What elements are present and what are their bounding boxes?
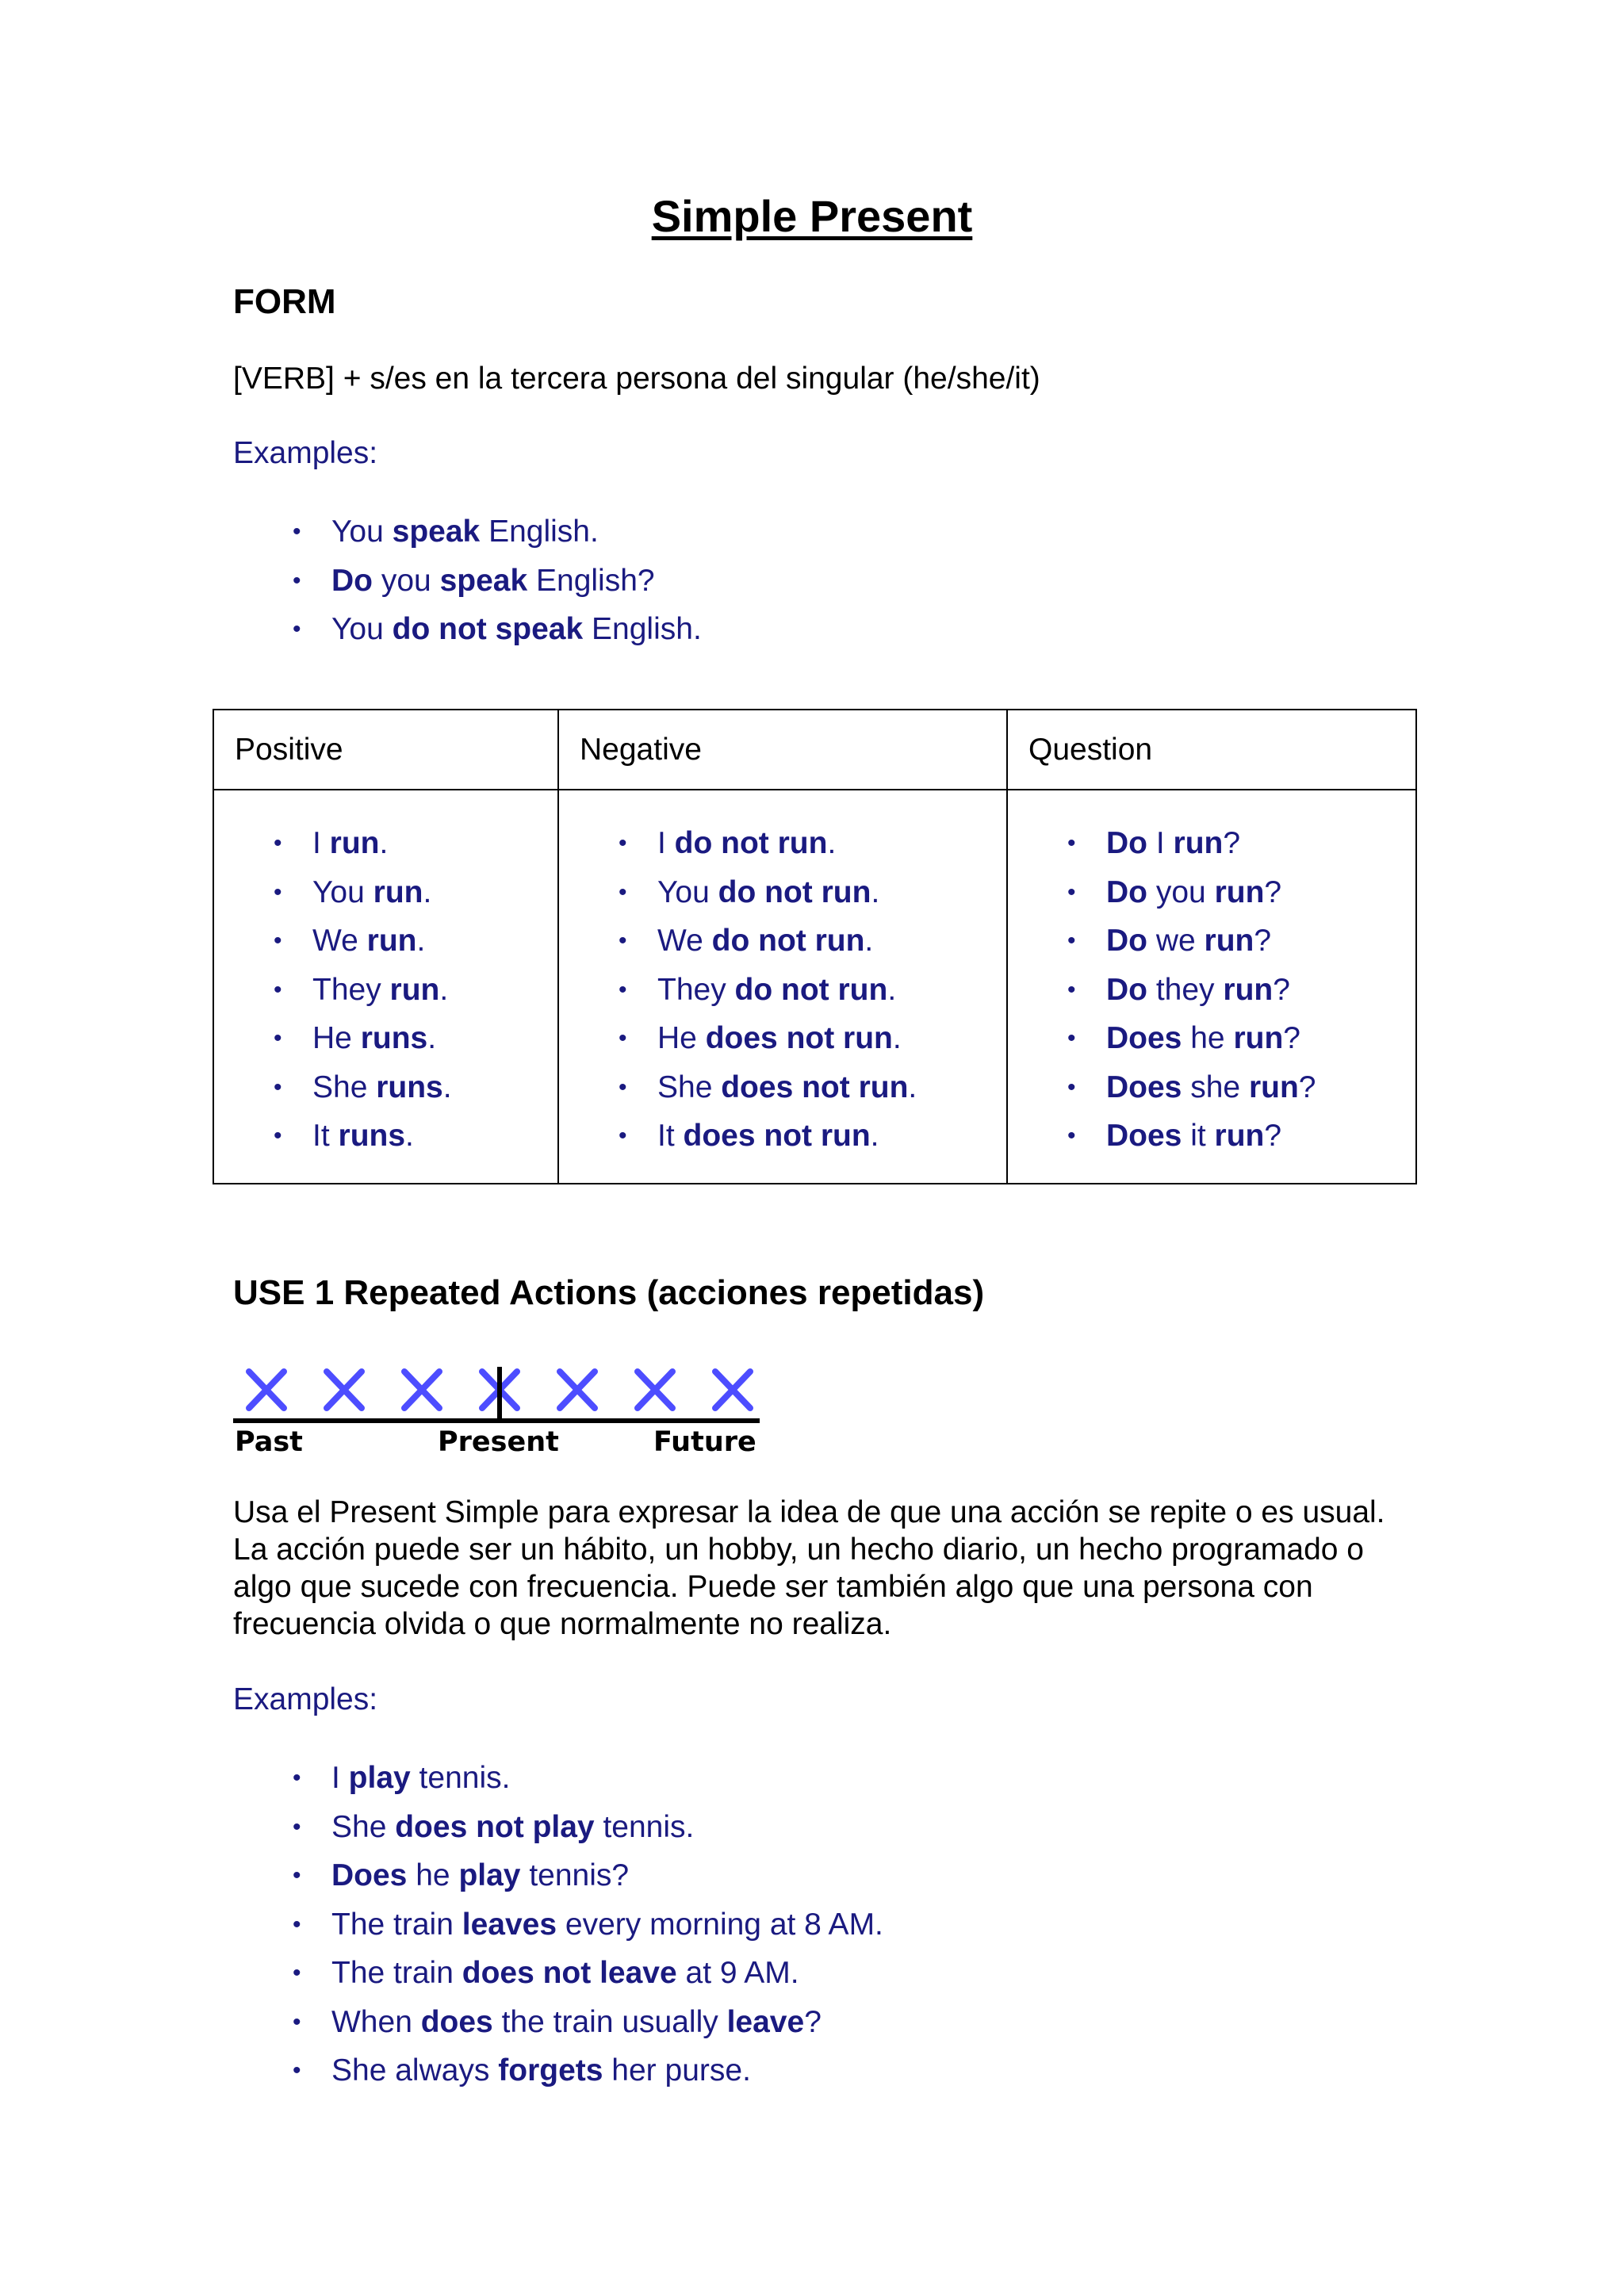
form-examples-label: Examples: (233, 436, 378, 470)
list-item: • It does not run. (559, 1112, 917, 1161)
form-examples-list (233, 507, 702, 654)
use1-heading: USE 1 Repeated Actions (acciones repetidas) (233, 1273, 985, 1312)
header-negative: Negative (558, 710, 1007, 790)
list-item: • She does not play tennis. (233, 1803, 883, 1852)
form-heading: FORM (233, 282, 336, 321)
list-item: • They run. (214, 966, 452, 1015)
list-item: • Do they run? (1008, 966, 1316, 1015)
list-item: • Do you speak English? (233, 557, 702, 606)
list-item: • They do not run. (559, 966, 917, 1015)
use1-examples-label: Examples: (233, 1682, 378, 1716)
header-question: Question (1007, 710, 1416, 790)
list-item: • I play tennis. (233, 1754, 883, 1803)
list-item: • You do not speak English. (233, 605, 702, 654)
list-item: • He runs. (214, 1014, 452, 1063)
timeline-x-marker (249, 1372, 284, 1408)
list-item: • Does it run? (1008, 1112, 1316, 1161)
list-item: • The train does not leave at 9 AM. (233, 1949, 883, 1998)
timeline-x-marker (327, 1372, 362, 1408)
list-item: • Do we run? (1008, 916, 1316, 966)
timeline-diagram (233, 1357, 772, 1460)
header-positive: Positive (213, 710, 558, 790)
timeline-x-marker (715, 1372, 750, 1408)
list-item: • We do not run. (559, 916, 917, 966)
list-item: • You do not run. (559, 868, 917, 917)
question-cell (1007, 790, 1416, 1184)
page-title: Simple Present (651, 191, 973, 241)
timeline-label-past: Past (235, 1426, 303, 1458)
list-item: • Do I run? (1008, 819, 1316, 868)
conjugation-table (213, 709, 1415, 1184)
list-item: • When does the train usually leave? (233, 1998, 883, 2047)
list-item: • She always forgets her purse. (233, 2046, 883, 2095)
list-item: • We run. (214, 916, 452, 966)
timeline-label-present: Present (438, 1426, 559, 1458)
use1-examples-list (233, 1754, 883, 2095)
list-item: • I do not run. (559, 819, 917, 868)
list-item: • I run. (214, 819, 452, 868)
timeline-x-marker (404, 1372, 439, 1408)
list-item: • Does he run? (1008, 1014, 1316, 1063)
form-formula: [VERB] + s/es en la tercera persona del singular (he/she/it) (233, 362, 1040, 396)
timeline-x-marker (638, 1372, 672, 1408)
table-header-row (213, 710, 1416, 790)
question-list (1008, 819, 1316, 1161)
positive-list (214, 819, 452, 1161)
list-item: • Does she run? (1008, 1063, 1316, 1112)
positive-cell (213, 790, 558, 1184)
timeline-x-marker (560, 1372, 595, 1408)
list-item: • She runs. (214, 1063, 452, 1112)
list-item: • The train leaves every morning at 8 AM. (233, 1900, 883, 1950)
timeline-svg (233, 1357, 772, 1460)
list-item: • Do you run? (1008, 868, 1316, 917)
list-item: • It runs. (214, 1112, 452, 1161)
timeline-label-future: Future (653, 1426, 756, 1458)
negative-cell (558, 790, 1007, 1184)
list-item: • You speak English. (233, 507, 702, 557)
list-item: • Does he play tennis? (233, 1851, 883, 1900)
list-item: • He does not run. (559, 1014, 917, 1063)
use1-paragraph: Usa el Present Simple para expresar la idea de que una acción se repite o es usual. La acción puede ser un hábito, un hobby, un hecho diario, un hecho programado o algo que sucede con frecuencia. Puede ser también algo que una persona con frecuencia olvida o que normalmente no realiza. (233, 1495, 1385, 1641)
list-item: • She does not run. (559, 1063, 917, 1112)
negative-list (559, 819, 917, 1161)
table-body-row (213, 790, 1416, 1184)
list-item: • You run. (214, 868, 452, 917)
